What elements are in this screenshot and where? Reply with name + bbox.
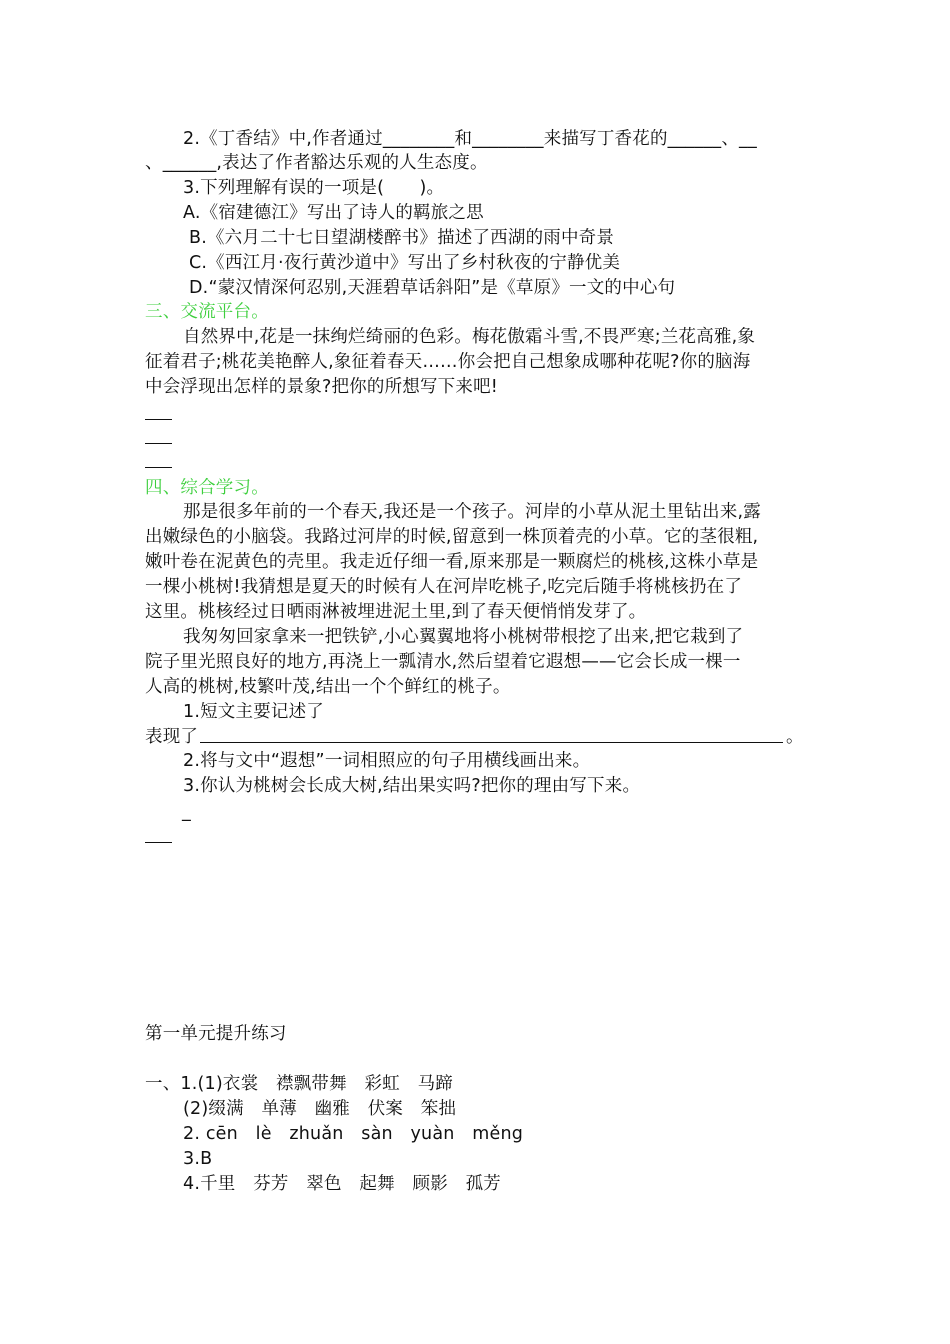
answer-line	[145, 842, 172, 843]
section-3-prompt-line-3: 中会浮现出怎样的景象?把你的所想写下来吧!	[145, 377, 499, 397]
answer-line	[145, 443, 172, 444]
passage-line-5: 这里。桃核经过日晒雨淋被埋进泥土里,到了春天便悄悄发芽了。	[145, 602, 647, 622]
option-b: B.《六月二十七日望湖楼醉书》描述了西湖的雨中奇景	[189, 228, 615, 248]
passage-line-8: 人高的桃树,枝繁叶茂,结出一个个鲜红的桃子。	[145, 677, 511, 697]
answer-key-line-5: 4.千里 芬芳 翠色 起舞 顾影 孤芳	[183, 1174, 501, 1194]
passage-line-6: 我匆匆回家拿来一把铁铲,小心翼翼地将小桃树带根挖了出来,把它栽到了	[183, 627, 744, 647]
question-1-answer-line	[200, 742, 783, 743]
answer-key-line-1: 一、1.(1)衣裳 襟飘带舞 彩虹 马蹄	[145, 1074, 453, 1094]
option-a: A.《宿建德江》写出了诗人的羁旅之思	[183, 203, 484, 223]
question-2-line-2: 、______,表达了作者豁达乐观的人生态度。	[145, 153, 488, 173]
section-3-prompt-line-1: 自然界中,花是一抹绚烂绮丽的色彩。梅花傲霜斗雪,不畏严寒;兰花高雅,象	[183, 327, 756, 347]
passage-line-3: 嫩叶卷在泥黄色的壳里。我走近仔细一看,原来那是一颗腐烂的桃核,这株小草是	[145, 552, 759, 572]
passage-line-7: 院子里光照良好的地方,再浇上一瓢清水,然后望着它遐想——它会长成一棵一	[145, 652, 741, 672]
answer-line	[145, 467, 172, 468]
answer-key-title: 第一单元提升练习	[145, 1024, 287, 1044]
question-1-answer-suffix: 。	[786, 727, 804, 747]
section-4-question-2: 2.将与文中“遐想”一词相照应的句子用横线画出来。	[183, 751, 591, 771]
section-4-question-3: 3.你认为桃树会长成大树,结出果实吗?把你的理由写下来。	[183, 776, 641, 796]
answer-line	[145, 419, 172, 420]
option-d: D.“蒙汉情深何忍别,天涯碧草话斜阳”是《草原》一文的中心句	[189, 278, 676, 298]
section-3-heading: 三、交流平台。	[145, 302, 269, 322]
answer-key-line-2: (2)缀满 单薄 幽雅 伏案 笨拙	[183, 1099, 457, 1119]
passage-line-4: 一棵小桃树!我猜想是夏天的时候有人在河岸吃桃子,吃完后随手将桃核扔在了	[145, 577, 743, 597]
section-4-question-1: 1.短文主要记述了	[183, 702, 324, 722]
passage-line-1: 那是很多年前的一个春天,我还是一个孩子。河岸的小草从泥土里钻出来,露	[183, 502, 761, 522]
question-2-line-1: 2.《丁香结》中,作者通过________和________来描写丁香花的______、__	[183, 129, 757, 149]
question-1-answer-prefix: 表现了	[145, 727, 199, 747]
answer-key-line-4: 3.B	[183, 1149, 213, 1169]
question-3-stem: 3.下列理解有误的一项是( )。	[183, 178, 445, 198]
section-3-prompt-line-2: 征着君子;桃花美艳醉人,象征着春天……你会把自己想象成哪种花呢?你的脑海	[145, 352, 751, 372]
answer-key-line-3: 2. cēn lè zhuǎn sàn yuàn měng	[183, 1124, 524, 1144]
question-3-answer-mark: _	[182, 802, 191, 822]
section-4-heading: 四、综合学习。	[145, 478, 269, 498]
option-c: C.《西江月·夜行黄沙道中》写出了乡村秋夜的宁静优美	[189, 253, 621, 273]
passage-line-2: 出嫩绿色的小脑袋。我路过河岸的时候,留意到一株顶着壳的小草。它的茎很粗,	[145, 527, 759, 547]
